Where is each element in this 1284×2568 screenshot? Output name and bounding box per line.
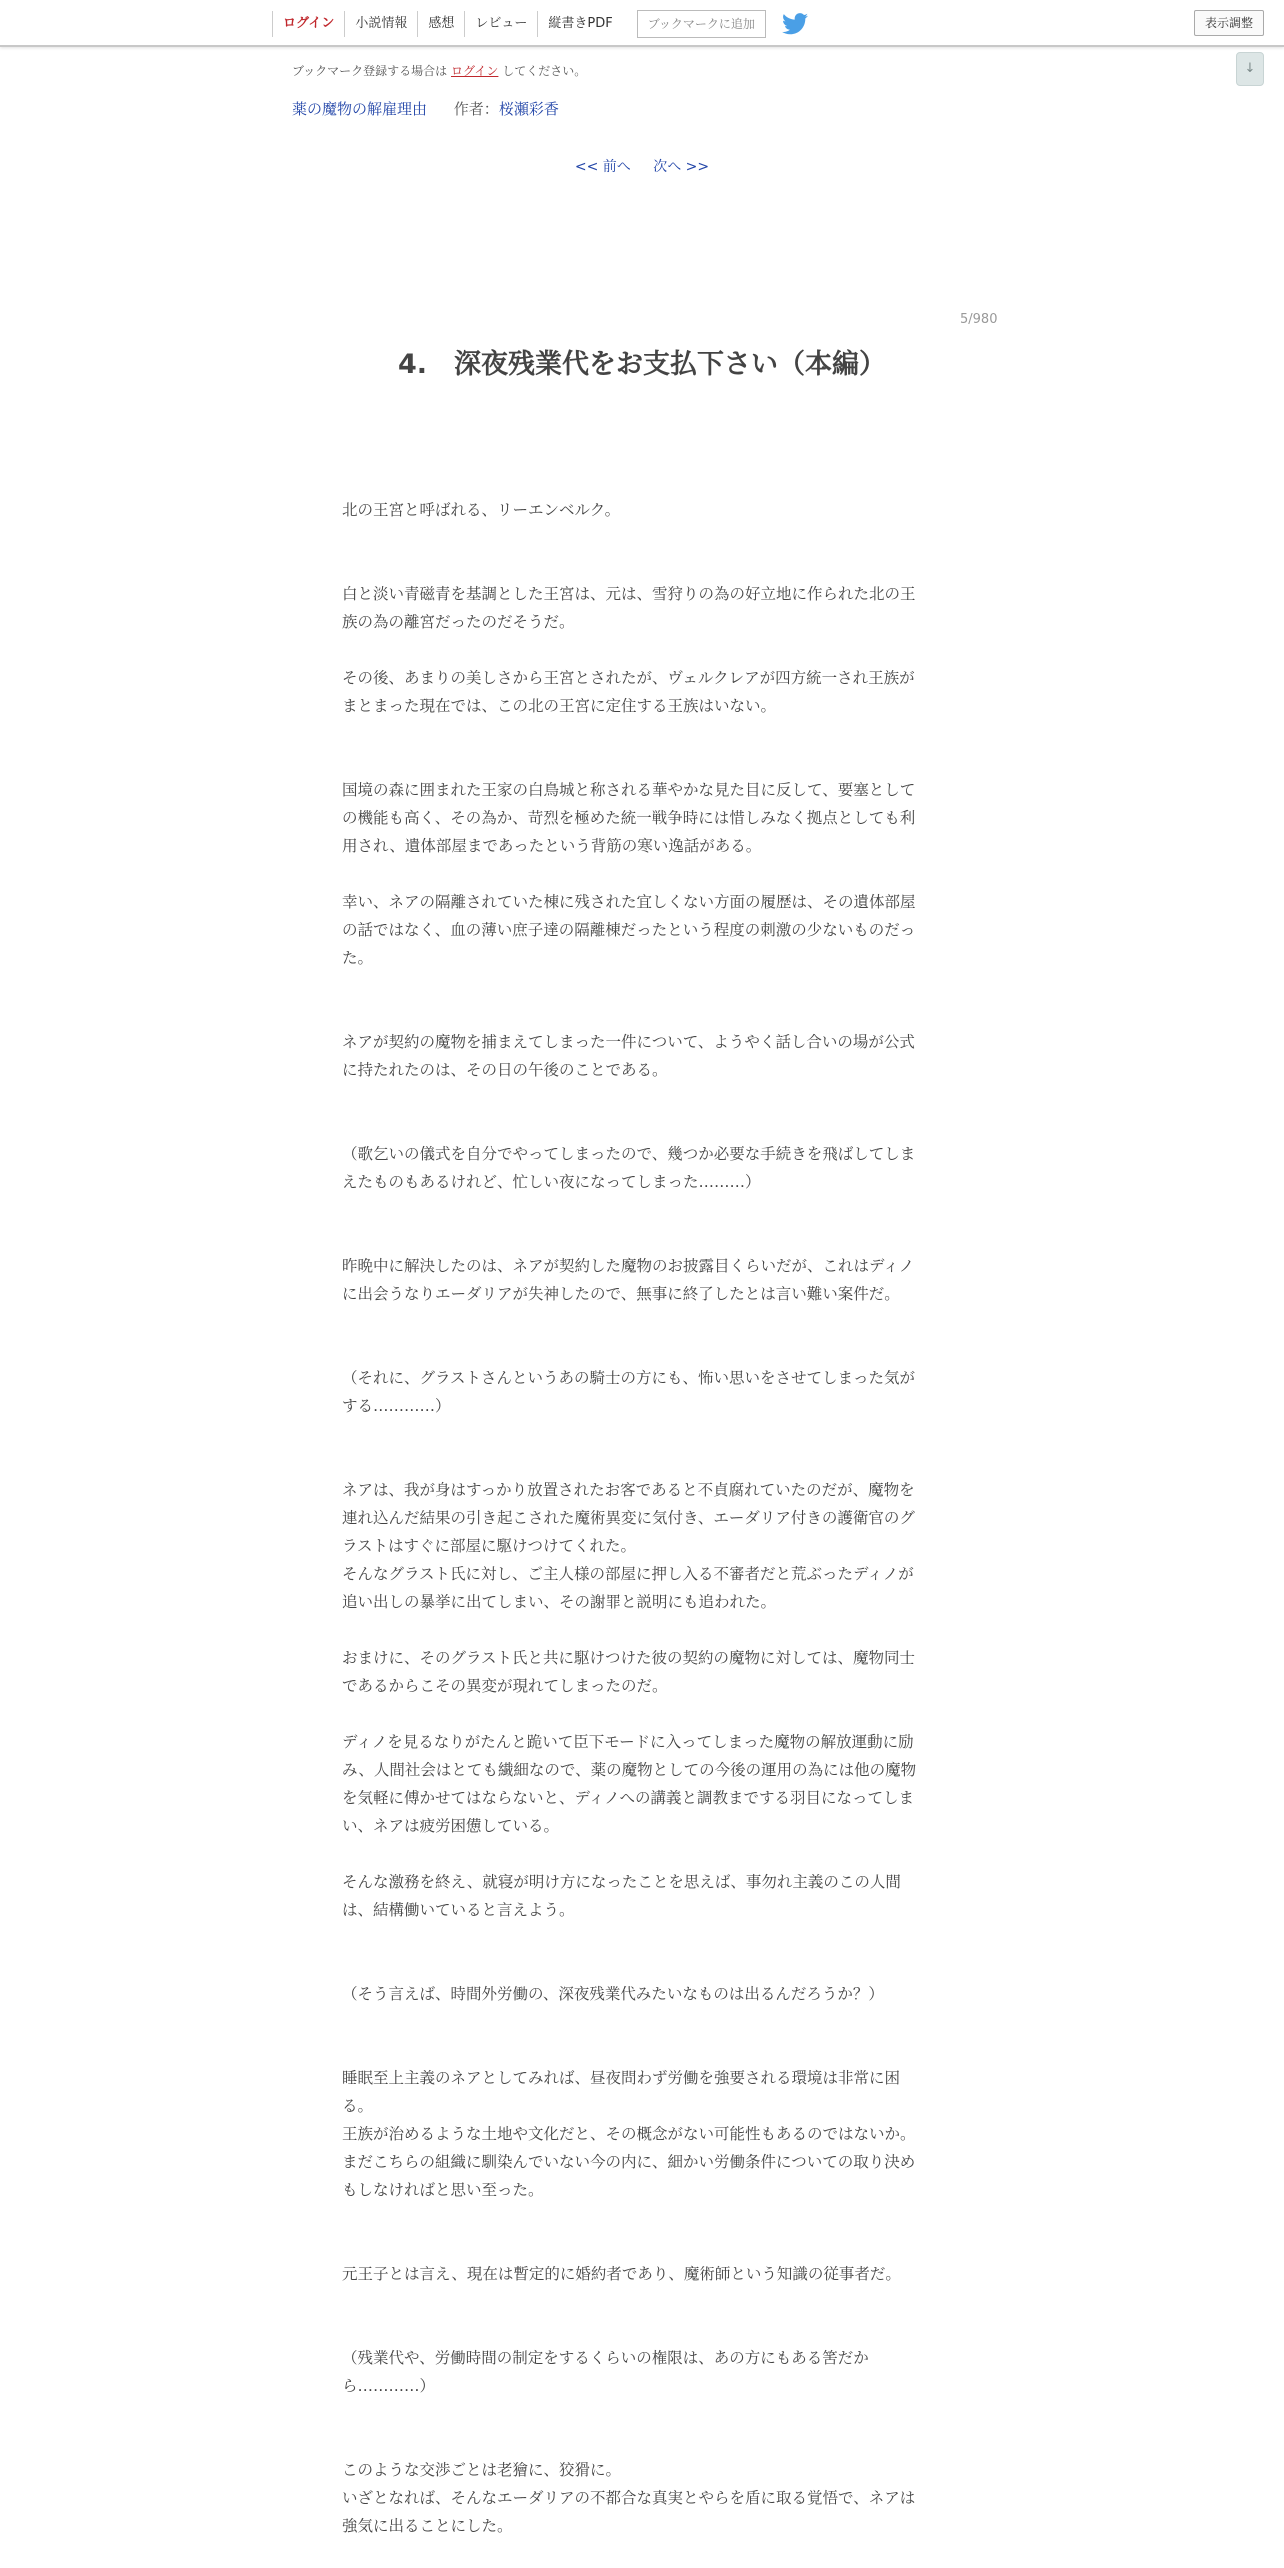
paragraph: ネアは、我が身はすっかり放置されたお客であると不貞腐れていたのだが、魔物を 連れ込んだ結果の引き起こされた魔術異変に気付き、エーダリア付きの護衛官のグ ラストはすぐに部屋に駆けつけてくれた。 そんなグラスト氏に対し、ご主人様の部屋に押し入る不審者だと荒ぶったディノが 追い出しの暴挙に出てしまい、その謝罪と説明にも追われた。 [342,1481,915,1611]
pager [0,156,1284,176]
nav-impressions[interactable]: 感想 [417,11,464,37]
prev-page-link[interactable]: << 前へ [574,159,631,175]
paragraph: 北の王宮と呼ばれる、リーエンベルク。 [342,501,621,519]
chapter-title: 4. 深夜残業代をお支払下さい（本編） [397,349,887,380]
top-header [0,0,1284,47]
author-link[interactable]: 桜瀬彩香 [498,100,559,118]
login-notice-suffix: してください。 [502,64,587,78]
novel-title-link[interactable]: 薬の魔物の解雇理由 [292,100,428,118]
login-link[interactable]: ログイン [451,64,499,78]
nav-reviews[interactable]: レビュー [464,11,537,37]
nav-vertical-pdf[interactable]: 縦書きPDF [537,11,622,37]
paragraph: 幸い、ネアの隔離されていた棟に残された宜しくない方面の履歴は、その遺体部屋 の話ではなく、血の薄い庶子達の隔離棟だったという程度の刺激の少ないものだっ た。 [342,893,916,967]
paragraph: おまけに、そのグラスト氏と共に駆けつけた彼の契約の魔物に対しては、魔物同士 であるからこその異変が現れてしまったのだ。 [342,1649,916,1695]
page-count: 5/980 [960,312,998,327]
nav-login[interactable]: ログイン [272,11,344,37]
paragraph: （そう言えば、時間外労働の、深夜残業代みたいなものは出るんだろうか？） [342,1985,884,2003]
paragraph: ディノを見るなりがたんと跪いて臣下モードに入ってしまった魔物の解放運動に励 み、人間社会はとても繊細なので、薬の魔物としての今後の運用の為には他の魔物 を気軽に傅かせてはならないと、ディノへの講義と調教までする羽目になってしま い、ネアは疲労困憊している。 [342,1733,917,1835]
paragraph: 白と淡い青磁青を基調とした王宮は、元は、雪狩りの為の好立地に作られた北の王 族の為の離宮だったのだそうだ。 [342,585,916,631]
next-page-link[interactable]: 次へ >> [653,159,710,175]
top-nav [272,10,808,38]
paragraph: その後、あまりの美しさから王宮とされたが、ヴェルクレアが四方統一され王族が まとまった現在では、この北の王宮に定住する王族はいない。 [342,669,915,715]
nav-novel-info[interactable]: 小説情報 [344,11,417,37]
paragraph: そんな激務を終え、就寝が明け方になったことを思えば、事勿れ主義のこの人間 は、結構働いていると言えよう。 [342,1873,901,1919]
add-bookmark-button[interactable]: ブックマークに追加 [637,10,766,38]
scroll-down-button[interactable]: ↓ [1236,52,1264,86]
paragraph: 睡眠至上主義のネアとしてみれば、昼夜問わず労働を強要される環境は非常に困 る。 王族が治めるような土地や文化だと、その概念がない可能性もあるのではないか。 まだこちらの組織に馴染んでいない今の内に、細かい労働条件についての取り決め もしなければと思い至った。 [342,2069,916,2199]
paragraph: （それに、グラストさんというあの騎士の方にも、怖い思いをさせてしまった気が する…………） [342,1369,916,1415]
novel-info [292,98,559,119]
paragraph: （歌乞いの儀式を自分でやってしまったので、幾つか必要な手続きを飛ばしてしま えたものもあるけれど、忙しい夜になってしまった………） [342,1145,916,1191]
twitter-bird-icon [782,13,808,35]
paragraph: このような交渉ごとは老獪に、狡猾に。 いざとなれば、そんなエーダリアの不都合な真実とやらを盾に取る覚悟で、ネアは 強気に出ることにした。 [342,2461,916,2535]
paragraph: 国境の森に囲まれた王家の白鳥城と称される華やかな見た目に反して、要塞として の機能も高く、その為か、苛烈を極めた統一戦争時には惜しみなく拠点としても利 用され、遺体部屋まであったという背筋の寒い逸話がある。 [342,781,916,855]
twitter-icon[interactable] [782,13,808,35]
display-settings-button[interactable]: 表示調整 [1194,10,1264,36]
paragraph: 元王子とは言え、現在は暫定的に婚約者であり、魔術師という知識の従事者だ。 [342,2265,901,2283]
paragraph: ネアが契約の魔物を捕まえてしまった一件について、ようやく話し合いの場が公式 に持たれたのは、その日の午後のことである。 [342,1033,915,1079]
paragraph: 昨晩中に解決したのは、ネアが契約した魔物のお披露目くらいだが、これはディノ に出会うなりエーダリアが失神したので、無事に終了したとは言い難い案件だ。 [342,1257,915,1303]
login-notice [292,62,586,79]
paragraph: （残業代や、労働時間の制定をするくらいの権限は、あの方にもある筈だか ら…………） [342,2349,869,2395]
author-label: 作者： [453,100,499,118]
login-notice-prefix: ブックマーク登録する場合は [292,64,448,78]
